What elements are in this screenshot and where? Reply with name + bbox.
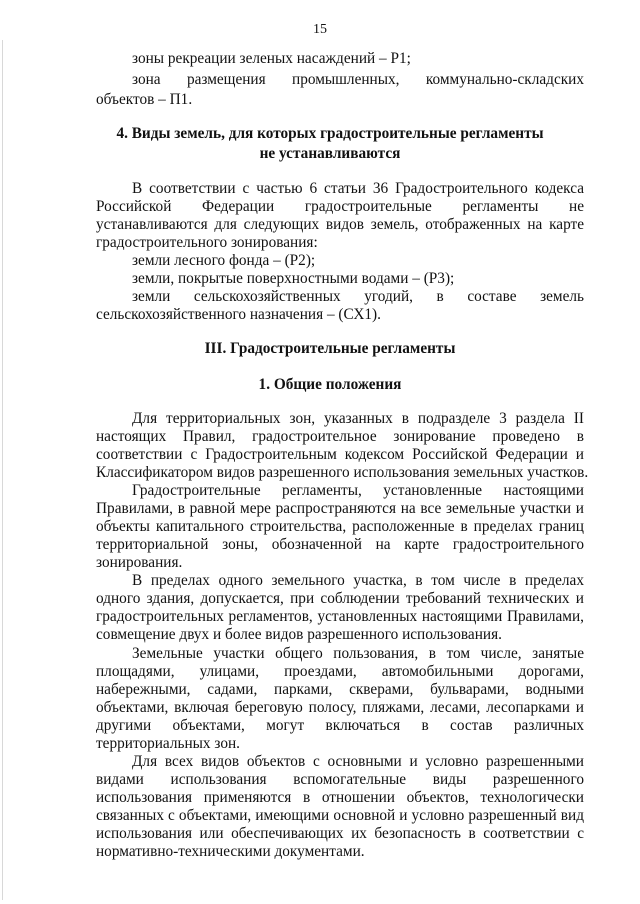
general-para4-line: другими объектами, могут включаться в состав различных — [96, 717, 584, 734]
general-para5-line: Для всех видов объектов с основными и условно разрешенными — [132, 753, 584, 770]
general-para4-line: территориальных зон. — [96, 735, 241, 752]
general-para3-line: В пределах одного земельного участка, в том числе в пределах — [132, 572, 584, 589]
general-para2-line: объекты капитального строительства, расположенные в пределах границ — [96, 518, 584, 535]
general-para2-line: зонирования. — [96, 554, 183, 571]
general-para5-line: использования или обеспечивающих их безопасность в соответствии с — [96, 825, 584, 842]
chapter3-heading: III. Градостроительные регламенты — [204, 340, 456, 357]
general-para4-line: площадями, улицами, проездами, автомобильными дорогами, — [96, 663, 584, 680]
general-para5-line: видами использования вспомогательные виды разрешенного — [96, 771, 584, 788]
general-para5-line: использования применяются в отношении объектов, технологически — [96, 789, 584, 806]
general-para5-line: связанных с объектами, имеющими основной и условно разрешенный вид — [96, 807, 584, 824]
general-para3-line: градостроительных регламентов, установленных настоящими Правилами, — [96, 608, 584, 625]
zone-industrial-line-end: объектов – П1. — [96, 91, 193, 108]
land-type-agricultural-end: сельскохозяйственного назначения – (СХ1). — [96, 306, 381, 323]
section4-para-line: градостроительного зонирования: — [96, 234, 318, 251]
land-type-forest: земли лесного фонда – (Р2); — [132, 252, 316, 269]
general-para3-line: одного здания, допускается, при соблюдении требований технических и — [96, 590, 584, 607]
general-para4-line: набережными, садами, парками, скверами, бульварами, водными — [96, 681, 584, 698]
general-para2-line: Правилами, в равной мере распространяются на все земельные участки и — [96, 500, 584, 517]
section4-para-line: Российской Федерации градостроительные регламенты не — [96, 198, 584, 215]
section4-heading-line2: не устанавливаются — [259, 145, 401, 162]
general-para4-line: объектами, включая береговую полосу, пляжами, лесами, лесопарками и — [96, 699, 584, 716]
land-type-agricultural: земли сельскохозяйственных угодий, в составе земель — [132, 288, 584, 305]
section4-para-line: устанавливаются для следующих видов земель, отображенных на карте — [96, 216, 584, 233]
general-para1-line: Для территориальных зон, указанных в подразделе 3 раздела II — [132, 410, 584, 427]
zone-recreation-line: зоны рекреации зеленых насаждений – Р1; — [132, 50, 411, 67]
section4-para-line: В соответствии с частью 6 статьи 36 Градостроительного кодекса — [132, 180, 584, 197]
scan-edge-mark — [2, 40, 3, 900]
zone-industrial-line: зона размещения промышленных, коммунально-складских — [132, 71, 584, 88]
general-para4-line: Земельные участки общего пользования, в том числе, занятые — [132, 645, 584, 662]
general-para1-line: соответствии с Градостроительным кодексом Российской Федерации и — [96, 446, 584, 463]
general-para1-line: настоящих Правил, градостроительное зонирование проведено в — [96, 428, 584, 445]
general-para5-line: нормативно-техническими документами. — [96, 843, 365, 860]
section4-heading-line1: 4. Виды земель, для которых градостроительные регламенты — [116, 125, 544, 142]
general-para2-line: территориальной зоны, обозначенной на карте градостроительного — [96, 536, 584, 553]
general-para3-line: совмещение двух и более видов разрешенного использования. — [96, 626, 502, 643]
general-provisions-heading: 1. Общие положения — [258, 376, 402, 393]
page-number: 15 — [313, 22, 327, 37]
general-para1-line: Классификатором видов разрешенного использования земельных участков. — [96, 464, 589, 481]
land-type-water: земли, покрытые поверхностными водами – (Р3); — [132, 270, 455, 287]
general-para2-line: Градостроительные регламенты, установленные настоящими — [132, 482, 584, 499]
